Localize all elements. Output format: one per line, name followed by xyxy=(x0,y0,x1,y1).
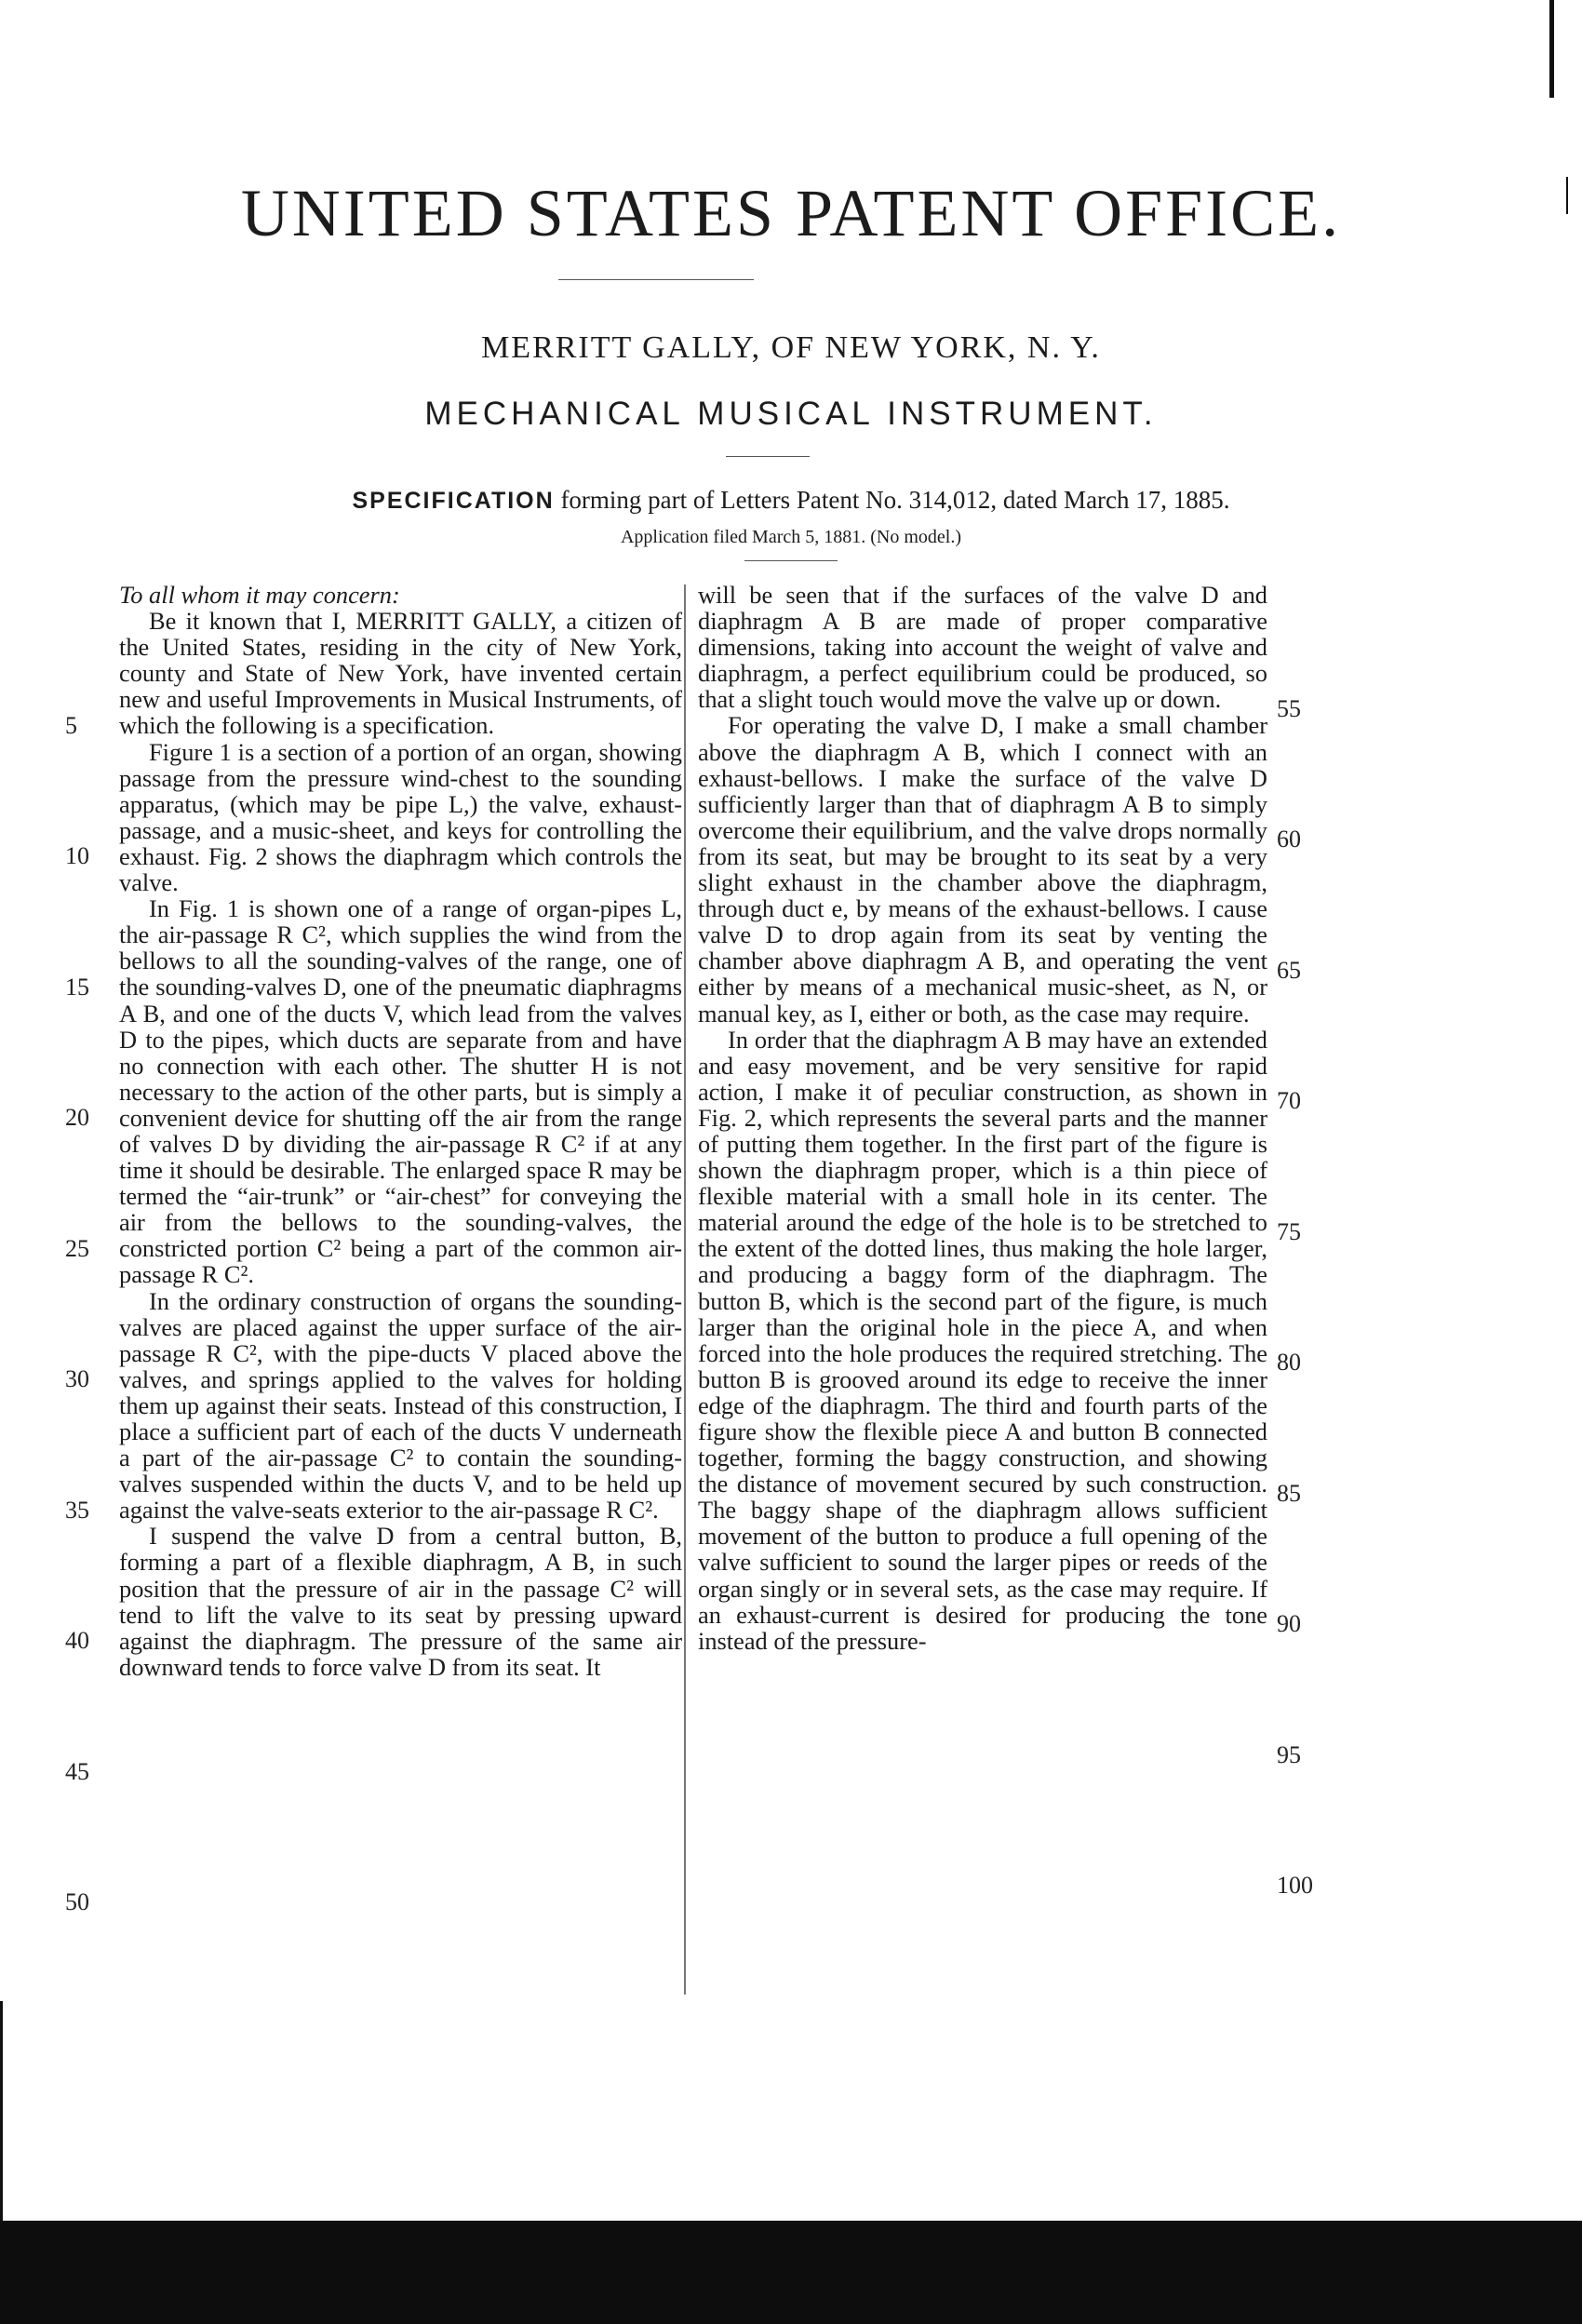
line-number: 75 xyxy=(1277,1218,1301,1245)
application-line: Application filed March 5, 1881. (No model.) xyxy=(620,527,962,547)
paragraph: For operating the valve D, I make a small chamber above the diaphragm A B, which I connect with an exhaust-bellows. I make the surface of the valve D sufficiently larger than that of diaphragm A B to simply overcome their equilibrium, and the valve drops normally from its seat, but may be brought to its seat by a very slight exhaust in the chamber above the diaphragm, through duct e, by means of the exhaust-bellows. I cause valve D to drop again from its seat by venting the chamber above diaphragm A B, and operating the vent either by means of a mechanical music-sheet, as N, or manual key, as I, either or both, as the case may require. xyxy=(698,711,1267,1028)
line-number: 100 xyxy=(1277,1872,1313,1899)
line-number: 15 xyxy=(65,974,89,1001)
line-number: 55 xyxy=(1277,695,1301,722)
left-column xyxy=(119,582,682,1680)
scan-edge-mark xyxy=(1566,177,1568,214)
line-number: 35 xyxy=(65,1497,89,1524)
line-number: 45 xyxy=(65,1758,89,1785)
invention-rule xyxy=(726,456,810,457)
right-column xyxy=(698,582,1267,1654)
line-number: 65 xyxy=(1277,957,1301,984)
line-number: 40 xyxy=(65,1627,89,1654)
specification-line xyxy=(0,486,1582,515)
paragraph: In the ordinary construction of organs the sounding-valves are placed against the upper surface of the air-passage R C², with the pipe-ducts V placed above the valves, and springs applied to the valves for holding them up against their seats. Instead of this construction, I place a sufficient part of each of the ducts V underneath a part of the air-passage C² to contain the sounding-valves suspended within the ducts V, and to be held up against the valve-seats exterior to the air-passage R C². xyxy=(119,1286,682,1525)
title-rule xyxy=(558,279,754,280)
paragraph: will be seen that if the surfaces of the valve D and diaphragm A B are made of proper comparative dimensions, taking into account the weight of valve and diaphragm, a perfect equilibrium could be produced, so that a slight touch would move the valve up or down. xyxy=(698,581,1267,714)
line-number: 80 xyxy=(1277,1349,1301,1376)
line-number: 85 xyxy=(1277,1480,1301,1507)
scan-edge-mark xyxy=(0,2001,3,2243)
line-number: 50 xyxy=(65,1888,89,1915)
line-number: 10 xyxy=(65,842,89,869)
line-number: 5 xyxy=(65,712,77,739)
scan-edge-mark xyxy=(1549,0,1554,98)
paragraph: Be it known that I, MERRITT GALLY, a citizen of the United States, residing in the city of New York, county and State of New York, have invented certain new and useful Improvements in Musical Instruments, of which the following is a specification. xyxy=(119,607,682,740)
paragraph: Figure 1 is a section of a portion of an organ, showing passage from the pressure wind-chest to the sounding apparatus, (which may be pipe L,) the valve, exhaust-passage, and a music-sheet, and keys for controlling the exhaust. Fig. 2 shows the diaphragm which controls the valve. xyxy=(119,737,682,897)
invention-title: MECHANICAL MUSICAL INSTRUMENT. xyxy=(424,396,1158,432)
line-number: 30 xyxy=(65,1365,89,1392)
paragraph: In Fig. 1 is shown one of a range of organ-pipes L, the air-passage R C², which supplies the wind from the bellows to all the sounding-valves of the range, one of the sounding-valves D, one of the pneumatic diaphragms A B, and one of the ducts V, which lead from the valves D to the pipes, which ducts are separate from and have no connection with each other. The shutter H is not necessary to the action of the other parts, but is simply a convenient device for shutting off the air from the range of valves D by dividing the air-passage R C² if at any time it should be desirable. The enlarged space R may be termed the “air-trunk” or “air-chest” for conveying the air from the bellows to the sounding-valves, the constricted portion C² being a part of the common air-passage R C². xyxy=(119,894,682,1289)
application-rule xyxy=(744,560,838,561)
line-number: 25 xyxy=(65,1235,89,1262)
paragraph: I suspend the valve D from a central button, B, forming a part of a flexible diaphragm, A B, in such position that the pressure of air in the passage C² will tend to lift the valve to its seat by pressing upward against the diaphragm. The pressure of the same air downward tends to force valve D from its seat. It xyxy=(119,1522,682,1681)
salutation: To all whom it may concern: xyxy=(119,581,400,609)
specification-label: SPECIFICATION xyxy=(352,488,555,514)
paragraph: In order that the diaphragm A B may have an extended and easy movement, and be very sensitive for rapid action, I make it of peculiar construction, as shown in Fig. 2, which represents the several parts and the manner of putting them together. In the first part of the figure is shown the diaphragm proper, which is a thin piece of flexible material with a small hole in its center. The material around the edge of the hole is to be stretched to the extent of the dotted lines, thus making the hole larger, and producing a baggy form of the diaphragm. The button B, which is the second part of the figure, is much larger than the original hole in the piece A, and when forced into the hole produces the required stretching. The button B is grooved around its edge to receive the inner edge of the diaphragm. The third and fourth parts of the figure show the flexible piece A and button B connected together, forming the baggy construction, and showing the distance of movement secured by such construction. The baggy shape of the diaphragm allows sufficient movement of the button to produce a full opening of the valve sufficient to sound the larger pipes or reeds of the organ singly or in several sets, as the case may require. If an exhaust-current is desired for producing the tone instead of the pressure- xyxy=(698,1025,1267,1655)
line-number: 20 xyxy=(65,1104,89,1131)
specification-details: forming part of Letters Patent No. 314,012, dated March 17, 1885. xyxy=(560,486,1230,514)
scan-border xyxy=(0,2221,1582,2324)
line-number: 70 xyxy=(1277,1087,1301,1114)
column-divider xyxy=(684,584,686,1995)
line-number: 60 xyxy=(1277,826,1301,853)
line-number: 90 xyxy=(1277,1610,1301,1637)
line-number: 95 xyxy=(1277,1741,1301,1768)
patent-office-title: UNITED STATES PATENT OFFICE. xyxy=(240,176,1342,250)
inventor-line: MERRITT GALLY, OF NEW YORK, N. Y. xyxy=(481,330,1101,365)
